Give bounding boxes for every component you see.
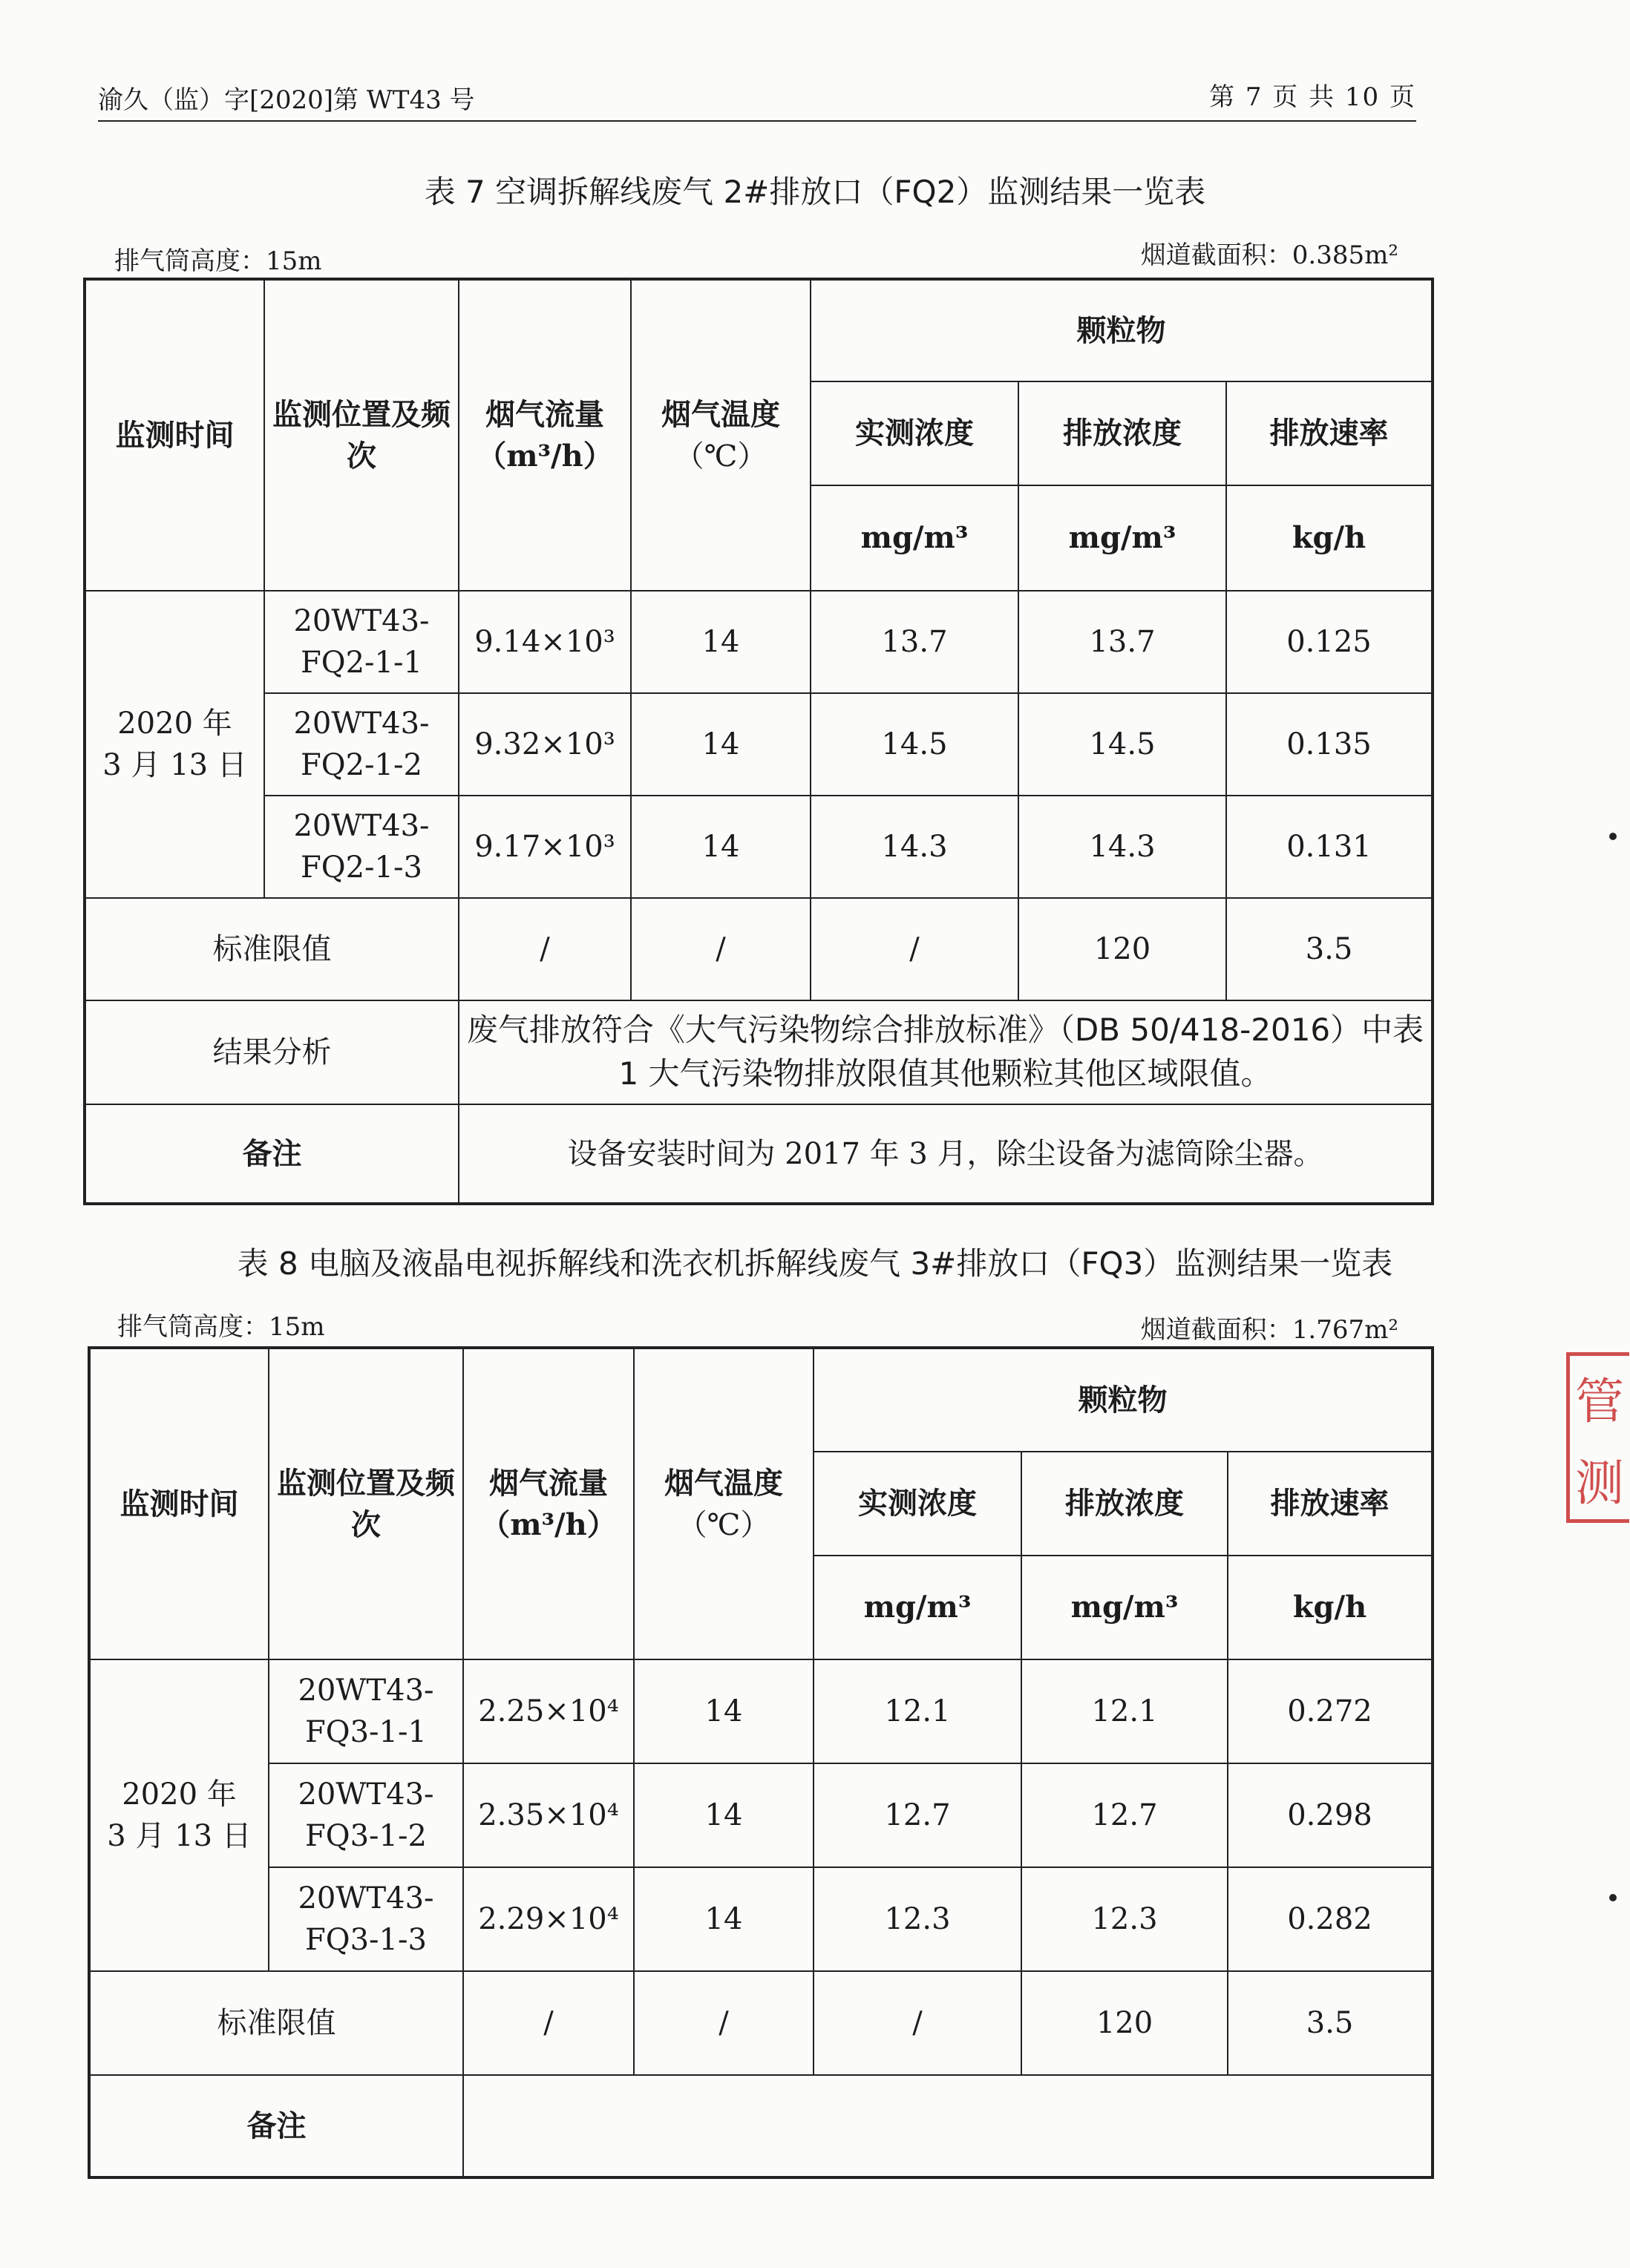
emission-cell: 12.3 <box>1021 1867 1228 1971</box>
measured-cell: 12.1 <box>814 1659 1021 1763</box>
flow-cell: 2.35×10⁴ <box>463 1763 634 1867</box>
table7-stack-height: 排气筒高度：15m <box>114 246 322 276</box>
seal-char: 测 <box>1575 1454 1624 1512</box>
header-location-text: 监测位置及频次 <box>277 1465 455 1542</box>
temp-cell: 14 <box>634 1867 814 1971</box>
rate-cell: 0.125 <box>1226 591 1433 693</box>
page-header <box>98 77 1416 122</box>
header-temp-label: 烟气温度 <box>664 1465 783 1501</box>
flow-cell: 9.17×10³ <box>459 796 631 898</box>
limit-emission: 120 <box>1018 898 1226 1000</box>
header-rate: 排放速率 <box>1228 1452 1433 1556</box>
flow-cell: 9.14×10³ <box>459 591 631 693</box>
header-emission: 排放浓度 <box>1021 1452 1228 1556</box>
rate-cell: 0.272 <box>1228 1659 1433 1763</box>
doc-code: 渝久（监）字[2020]第 WT43 号 <box>98 85 475 115</box>
header-flow <box>463 1348 634 1659</box>
header-emission: 排放浓度 <box>1018 381 1226 485</box>
emission-cell: 14.3 <box>1018 796 1226 898</box>
emission-cell: 14.5 <box>1018 693 1226 796</box>
unit-measured: mg/m³ <box>811 485 1018 591</box>
header-temp-label: 烟气温度 <box>661 396 780 432</box>
location-line2: FQ3-1-1 <box>305 1715 427 1749</box>
emission-cell: 12.1 <box>1021 1659 1228 1763</box>
date-line2: 3 月 13 日 <box>102 748 247 782</box>
location-line2: FQ3-1-2 <box>305 1819 427 1853</box>
header-temp-unit: （℃） <box>677 1507 770 1542</box>
header-temp-unit: （℃） <box>674 439 767 473</box>
location-cell <box>264 796 459 898</box>
limit-label: 标准限值 <box>89 1971 463 2075</box>
limit-temp: / <box>631 898 811 1000</box>
limit-flow: / <box>463 1971 634 2075</box>
header-location <box>269 1348 463 1659</box>
unit-emission: mg/m³ <box>1018 485 1226 591</box>
date-line2: 3 月 13 日 <box>107 1819 252 1853</box>
emission-cell: 13.7 <box>1018 591 1226 693</box>
limit-flow: / <box>459 898 631 1000</box>
header-pollutant: 颗粒物 <box>814 1348 1433 1452</box>
unit-measured: mg/m³ <box>814 1556 1021 1659</box>
temp-cell: 14 <box>634 1659 814 1763</box>
temp-cell: 14 <box>634 1763 814 1867</box>
header-flow-unit: （m³/h） <box>477 438 613 473</box>
header-flow-label: 烟气流量 <box>489 1465 608 1501</box>
page-number: 第 7 页 共 10 页 <box>1209 82 1416 112</box>
limit-rate: 3.5 <box>1228 1971 1433 2075</box>
table8-stack-height: 排气筒高度：15m <box>117 1312 325 1342</box>
temp-cell: 14 <box>631 591 811 693</box>
header-rate: 排放速率 <box>1226 381 1433 485</box>
date-line1: 2020 年 <box>117 707 232 741</box>
seal-char: 管 <box>1575 1372 1624 1430</box>
location-line1: 20WT43- <box>298 1881 434 1915</box>
table8 <box>88 1346 1434 2179</box>
analysis-text: 废气排放符合《大气污染物综合排放标准》（DB 50/418-2016）中表 1 大气污染物排放限值其他颗粒其他区域限值。 <box>459 1000 1433 1104</box>
location-line2: FQ3-1-3 <box>305 1923 427 1957</box>
unit-rate: kg/h <box>1228 1556 1433 1659</box>
location-line1: 20WT43- <box>293 707 430 741</box>
location-line1: 20WT43- <box>293 809 430 843</box>
table8-flue-area: 烟道截面积：1.767m² <box>1140 1315 1398 1345</box>
header-flow-unit: （m³/h） <box>480 1507 617 1542</box>
rate-cell: 0.135 <box>1226 693 1433 796</box>
header-measured: 实测浓度 <box>811 381 1018 485</box>
rate-cell: 0.298 <box>1228 1763 1433 1867</box>
date-cell <box>89 1659 269 1971</box>
table8-title: 表 8 电脑及液晶电视拆解线和洗衣机拆解线废气 3#排放口（FQ3）监测结果一览表 <box>237 1245 1393 1282</box>
limit-label: 标准限值 <box>85 898 459 1000</box>
limit-emission: 120 <box>1021 1971 1228 2075</box>
limit-rate: 3.5 <box>1226 898 1433 1000</box>
location-line1: 20WT43- <box>298 1674 434 1708</box>
location-line2: FQ2-1-2 <box>301 748 422 782</box>
location-line1: 20WT43- <box>298 1777 434 1812</box>
table7-flue-area: 烟道截面积：0.385m² <box>1140 240 1398 270</box>
measured-cell: 14.3 <box>811 796 1018 898</box>
measured-cell: 12.3 <box>814 1867 1021 1971</box>
rate-cell: 0.282 <box>1228 1867 1433 1971</box>
limit-measured: / <box>814 1971 1021 2075</box>
date-cell <box>85 591 264 898</box>
rate-cell: 0.131 <box>1226 796 1433 898</box>
note-text: 设备安装时间为 2017 年 3 月，除尘设备为滤筒除尘器。 <box>459 1104 1433 1204</box>
table7 <box>83 278 1434 1205</box>
header-time: 监测时间 <box>85 279 264 591</box>
header-time: 监测时间 <box>89 1348 269 1659</box>
header-location-text: 监测位置及频次 <box>272 396 451 473</box>
location-cell <box>269 1659 463 1763</box>
location-cell <box>264 693 459 796</box>
flow-cell: 2.25×10⁴ <box>463 1659 634 1763</box>
header-measured: 实测浓度 <box>814 1452 1021 1556</box>
location-line2: FQ2-1-3 <box>301 850 422 885</box>
measured-cell: 14.5 <box>811 693 1018 796</box>
note-label: 备注 <box>85 1104 459 1204</box>
location-line1: 20WT43- <box>293 604 430 638</box>
location-cell <box>269 1867 463 1971</box>
note-text <box>463 2075 1433 2177</box>
header-temp <box>631 279 811 591</box>
flow-cell: 2.29×10⁴ <box>463 1867 634 1971</box>
location-cell <box>269 1763 463 1867</box>
analysis-label: 结果分析 <box>85 1000 459 1104</box>
temp-cell: 14 <box>631 693 811 796</box>
header-location <box>264 279 459 591</box>
header-pollutant: 颗粒物 <box>811 279 1433 381</box>
header-flow-label: 烟气流量 <box>485 396 604 432</box>
header-flow <box>459 279 631 591</box>
unit-emission: mg/m³ <box>1021 1556 1228 1659</box>
scan-speck <box>1609 1894 1617 1901</box>
flow-cell: 9.32×10³ <box>459 693 631 796</box>
emission-cell: 12.7 <box>1021 1763 1228 1867</box>
unit-rate: kg/h <box>1226 485 1433 591</box>
scan-speck <box>1609 833 1617 840</box>
date-line1: 2020 年 <box>122 1777 237 1812</box>
note-label: 备注 <box>89 2075 463 2177</box>
location-cell <box>264 591 459 693</box>
temp-cell: 14 <box>631 796 811 898</box>
table7-title: 表 7 空调拆解线废气 2#排放口（FQ2）监测结果一览表 <box>424 174 1206 210</box>
limit-temp: / <box>634 1971 814 2075</box>
location-line2: FQ2-1-1 <box>301 646 422 680</box>
header-temp <box>634 1348 814 1659</box>
measured-cell: 12.7 <box>814 1763 1021 1867</box>
measured-cell: 13.7 <box>811 591 1018 693</box>
seal-stamp <box>1566 1352 1629 1523</box>
limit-measured: / <box>811 898 1018 1000</box>
